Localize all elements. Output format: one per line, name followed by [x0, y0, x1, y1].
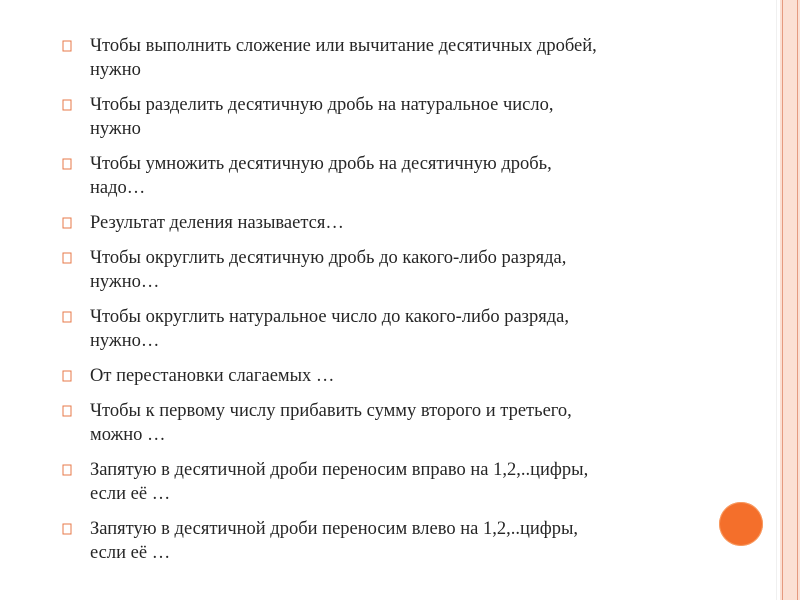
bullet-text-line: надо…	[90, 178, 146, 198]
bullet-text-line: нужно	[90, 60, 141, 80]
bullet-text-line: Запятую в десятичной дроби переносим вправо на 1,2,..цифры,	[90, 460, 589, 480]
hollow-square-bullet-icon	[62, 252, 72, 264]
bullet-text-line: можно …	[90, 425, 166, 445]
hollow-square-bullet-icon	[62, 158, 72, 170]
hollow-square-bullet-icon	[62, 464, 72, 476]
bullet-text-line: нужно…	[90, 331, 160, 351]
bullet-text-line: Результат деления называется…	[90, 213, 344, 233]
bullet-item	[62, 93, 712, 141]
bullet-item	[62, 517, 712, 565]
bullet-text-line: Чтобы к первому числу прибавить сумму второго и третьего,	[90, 401, 572, 421]
bullet-item	[62, 211, 712, 235]
bullet-text-line: Чтобы умножить десятичную дробь на десятичную дробь,	[90, 154, 552, 174]
hollow-square-bullet-icon	[62, 217, 72, 229]
right-frame-inner-line	[782, 0, 783, 600]
hollow-square-bullet-icon	[62, 99, 72, 111]
bullet-text-line: Чтобы выполнить сложение или вычитание десятичных дробей,	[90, 36, 597, 56]
bullet-text-line: Запятую в десятичной дроби переносим влево на 1,2,..цифры,	[90, 519, 579, 539]
bullet-item	[62, 34, 712, 82]
bullet-item	[62, 364, 712, 388]
hollow-square-bullet-icon	[62, 370, 72, 382]
bullet-text-line: Чтобы разделить десятичную дробь на натуральное число,	[90, 95, 554, 115]
bullet-text-line: Чтобы округлить натуральное число до какого-либо разряда,	[90, 307, 569, 327]
bullet-text-line: От перестановки слагаемых …	[90, 366, 335, 386]
orange-circle-decoration	[719, 502, 763, 546]
bullet-item	[62, 152, 712, 200]
bullet-item	[62, 458, 712, 506]
bullet-text-line: Чтобы округлить десятичную дробь до какого-либо разряда,	[90, 248, 567, 268]
right-frame-outer-line	[797, 0, 798, 600]
bullet-item	[62, 246, 712, 294]
bullet-text-line: нужно…	[90, 272, 160, 292]
hollow-square-bullet-icon	[62, 40, 72, 52]
hollow-square-bullet-icon	[62, 523, 72, 535]
bullet-item	[62, 305, 712, 353]
content-divider	[776, 0, 777, 600]
hollow-square-bullet-icon	[62, 311, 72, 323]
bullet-text-line: нужно	[90, 119, 141, 139]
bullet-list	[62, 34, 712, 576]
bullet-text-line: если её …	[90, 484, 171, 504]
bullet-text-line: если её …	[90, 543, 171, 563]
hollow-square-bullet-icon	[62, 405, 72, 417]
bullet-item	[62, 399, 712, 447]
